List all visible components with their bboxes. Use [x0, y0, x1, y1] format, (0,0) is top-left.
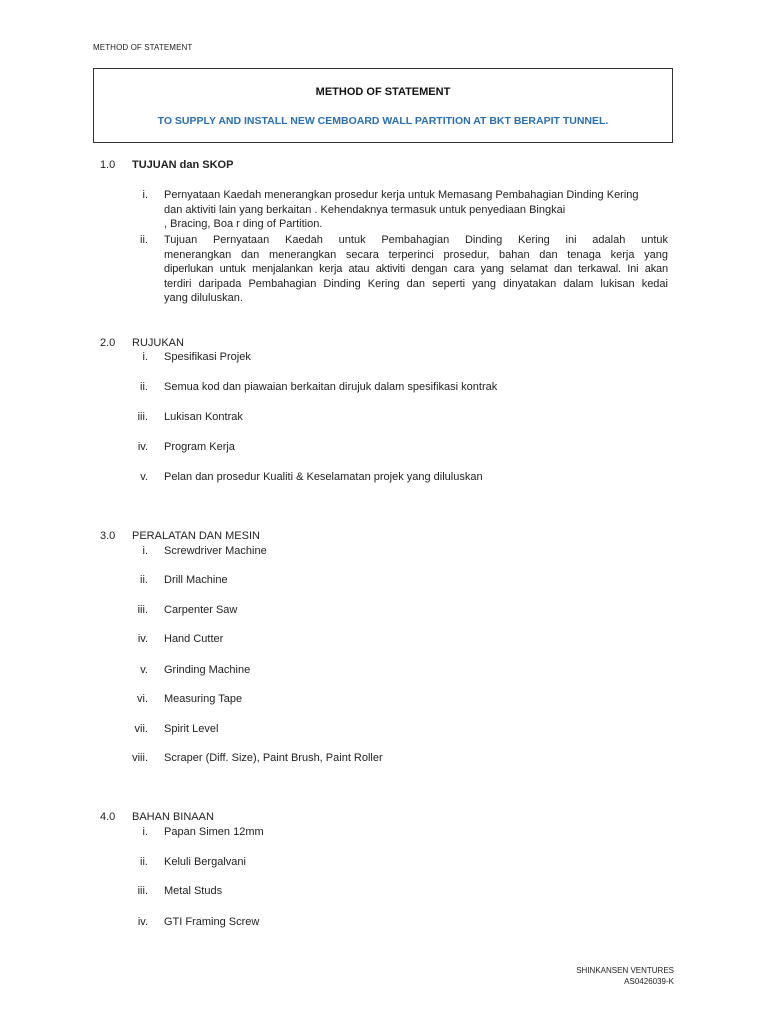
paragraph-line: , Bracing, Boa r ding of Partition. [164, 218, 323, 230]
item-numeral: v. [140, 664, 148, 676]
running-header: METHOD OF STATEMENT [93, 43, 193, 52]
section-number: 2.0 [100, 337, 116, 349]
item-numeral: i. [142, 189, 148, 201]
list-item: Drill Machine [164, 574, 228, 586]
item-numeral: ii. [140, 234, 148, 246]
item-numeral: iii. [137, 885, 148, 897]
list-item: Scraper (Diff. Size), Paint Brush, Paint Roller [164, 752, 383, 764]
list-item: Screwdriver Machine [164, 545, 267, 557]
section-1-paragraph-2 [164, 233, 668, 306]
item-numeral: i. [142, 351, 148, 363]
list-item: Hand Cutter [164, 633, 224, 645]
list-item: Spirit Level [164, 723, 219, 735]
registration-number: AS0426039-K [624, 977, 674, 986]
company-name: SHINKANSEN VENTURES [576, 966, 674, 975]
list-item: Papan Simen 12mm [164, 826, 264, 838]
item-numeral: vi. [137, 693, 148, 705]
item-numeral: iv. [137, 916, 148, 928]
section-title: PERALATAN DAN MESIN [132, 530, 260, 542]
item-numeral: ii. [140, 574, 148, 586]
list-item: Semua kod dan piawaian berkaitan dirujuk dalam spesifikasi kontrak [164, 381, 498, 393]
list-item: Pelan dan prosedur Kualiti & Keselamatan projek yang diluluskan [164, 471, 483, 483]
list-item: GTI Framing Screw [164, 916, 260, 928]
page-footer [576, 965, 674, 987]
item-numeral: iii. [137, 411, 148, 423]
item-numeral: ii. [140, 381, 148, 393]
section-number: 1.0 [100, 159, 116, 171]
item-numeral: iv. [137, 441, 148, 453]
paragraph-line: menerangkan dan menerangkan secara terperinci prosedur, bahan dan tenaga kerja yang [164, 248, 668, 261]
item-numeral: vii. [134, 723, 148, 735]
section-title: RUJUKAN [132, 337, 184, 349]
list-item: Grinding Machine [164, 664, 251, 676]
list-item: Lukisan Kontrak [164, 411, 243, 423]
item-numeral: v. [140, 471, 148, 483]
list-item: Measuring Tape [164, 693, 243, 705]
document-subtitle: TO SUPPLY AND INSTALL NEW CEMBOARD WALL PARTITION AT BKT BERAPIT TUNNEL. [157, 115, 609, 127]
list-item: Spesifikasi Projek [164, 351, 251, 363]
list-item: Keluli Bergalvani [164, 856, 246, 868]
section-title: TUJUAN dan SKOP [132, 159, 234, 171]
item-numeral: iv. [137, 633, 148, 645]
section-number: 4.0 [100, 811, 116, 823]
list-item: Metal Studs [164, 885, 223, 897]
item-numeral: i. [142, 545, 148, 557]
paragraph-line: yang diluluskan. [164, 292, 243, 304]
paragraph-line: terdiri daripada Pembahagian Dinding Kering dan seperti yang dinyatakan dalam lukisan kedai [164, 277, 668, 290]
paragraph-line: dan aktiviti lain yang berkaitan . Kehendaknya termasuk untuk penyediaan Bingkai [164, 203, 566, 216]
section-title: BAHAN BINAAN [132, 811, 214, 823]
item-numeral: iii. [137, 604, 148, 616]
paragraph-line: diperlukan untuk menjalankan kerja atau aktiviti dengan cara yang selamat dan terkawal. Ini akan [164, 263, 668, 275]
item-numeral: i. [142, 826, 148, 838]
list-item: Program Kerja [164, 441, 235, 453]
document-title: METHOD OF STATEMENT [315, 86, 451, 98]
paragraph-line: Tujuan Pernyataan Kaedah untuk Pembahagian Dinding Kering ini adalah untuk [164, 234, 668, 246]
item-numeral: viii. [132, 752, 148, 764]
section-number: 3.0 [100, 530, 116, 542]
list-item: Carpenter Saw [164, 604, 238, 616]
title-box [93, 68, 673, 143]
item-numeral: ii. [140, 856, 148, 868]
section-1-paragraph-1 [164, 188, 668, 232]
paragraph-line: Pernyataan Kaedah menerangkan prosedur kerja untuk Memasang Pembahagian Dinding Kering [164, 189, 639, 201]
